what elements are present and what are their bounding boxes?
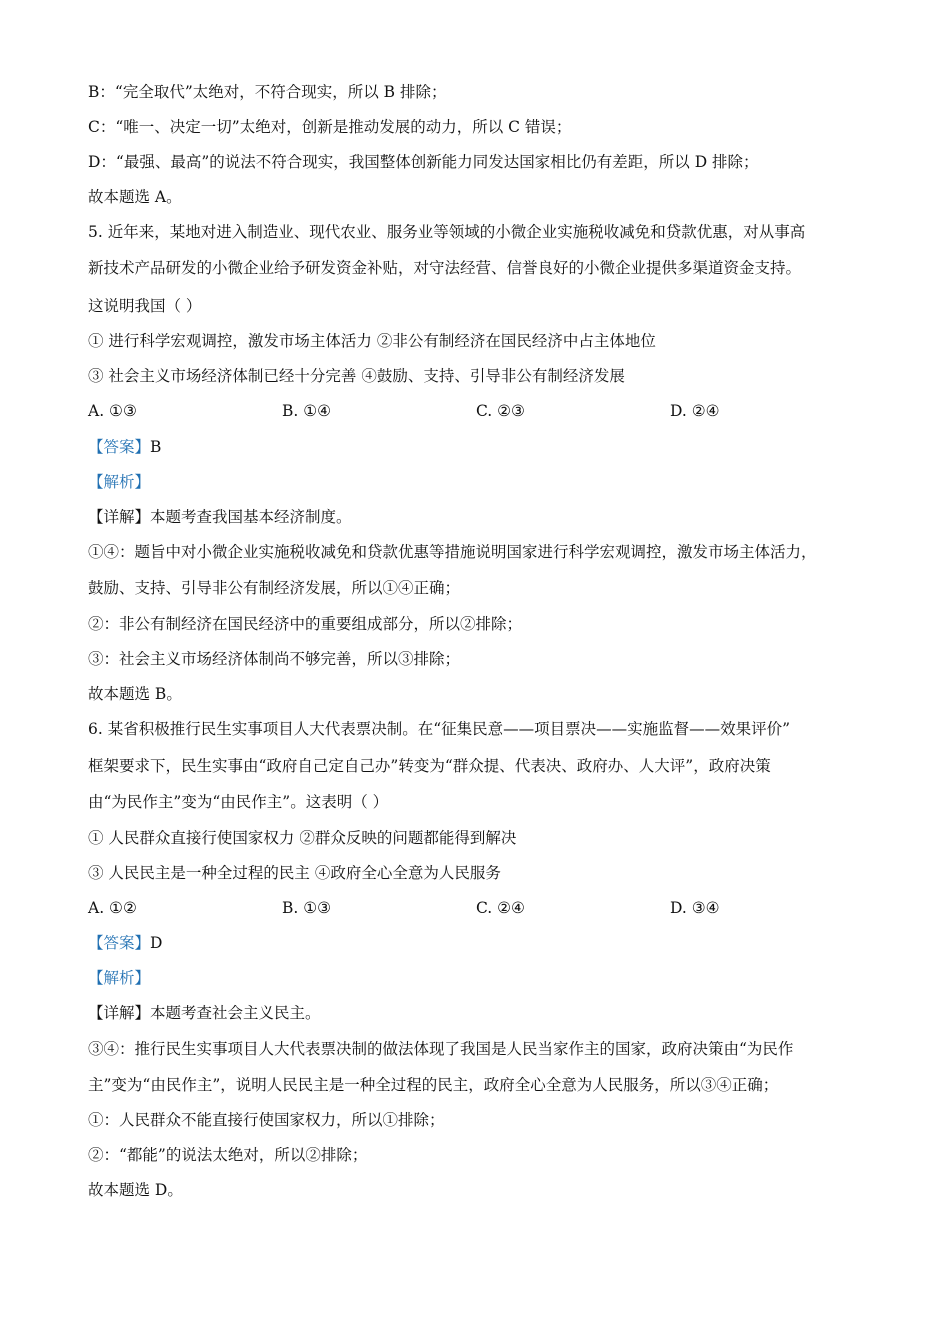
q5-statements-2: ③ 社会主义市场经济体制已经十分完善 ④鼓励、支持、引导非公有制经济发展 <box>88 367 625 385</box>
q5-detail-tag: 【详解】 <box>88 508 151 526</box>
q5-option-d: D. ②④ <box>670 402 720 420</box>
q5-explanation-1: ①④：题旨中对小微企业实施税收减免和贷款优惠等措施说明国家进行科学宏观调控，激发市场主体活力， <box>88 543 817 561</box>
q6-statements-2: ③ 人民民主是一种全过程的民主 ④政府全心全意为人民服务 <box>88 864 501 882</box>
q6-answer <box>88 933 868 953</box>
q6-analysis-heading <box>88 968 868 988</box>
q6-option-a: A. ①② <box>88 899 137 917</box>
q6-answer-tag: 【答案】 <box>88 934 151 952</box>
q5-statements-1: ① 进行科学宏观调控，激发市场主体活力 ②非公有制经济在国民经济中占主体地位 <box>88 332 656 350</box>
q5-option-b: B. ①④ <box>282 402 332 420</box>
q5-answer-tag: 【答案】 <box>88 438 151 456</box>
q5-answer-value: B <box>150 438 162 456</box>
q6-option-b: B. ①③ <box>282 899 332 917</box>
q5-stem-line-2: 新技术产品研发的小微企业给予研发资金补贴，对守法经营、信誉良好的小微企业提供多渠道资金支持。 <box>88 259 802 277</box>
q6-option-d: D. ③④ <box>670 899 720 917</box>
q4-conclusion: 故本题选 A。 <box>88 188 182 206</box>
q5-option-c: C. ②③ <box>476 402 525 420</box>
q5-answer <box>88 437 868 457</box>
q6-stem-line-1: 6. 某省积极推行民生实事项目人大代表票决制。在“征集民意——项目票决——实施监督——效果评价” <box>88 720 791 738</box>
q6-detail-tag: 【详解】 <box>88 1004 151 1022</box>
q5-stem-line-3: 这说明我国（ ） <box>88 297 202 315</box>
q6-detail-text: 本题考查社会主义民主。 <box>150 1004 321 1022</box>
q6-explanation-2: 主”变为“由民作主”，说明人民民主是一种全过程的民主，政府全心全意为人民服务，所以③④正确； <box>88 1076 779 1094</box>
q4-option-c-note: C：“唯一、决定一切”太绝对，创新是推动发展的动力，所以 C 错误； <box>88 118 572 136</box>
q5-explanation-2: 鼓励、支持、引导非公有制经济发展，所以①④正确； <box>88 579 461 597</box>
q6-option-c: C. ②④ <box>476 899 525 917</box>
q6-stem-line-2: 框架要求下，民生实事由“政府自己定自己办”转变为“群众提、代表决、政府办、人大评”，政府决策 <box>88 757 771 775</box>
q6-explanation-1: ③④：推行民生实事项目人大代表票决制的做法体现了我国是人民当家作主的国家，政府决策由“为民作 <box>88 1040 794 1058</box>
q6-explanation-4: ②：“都能”的说法太绝对，所以②排除； <box>88 1146 368 1164</box>
q5-stem-line-1: 5. 近年来，某地对进入制造业、现代农业、服务业等领域的小微企业实施税收减免和贷款优惠，对从事高 <box>88 223 806 241</box>
q6-analysis-tag: 【解析】 <box>88 969 151 987</box>
q5-explanation-4: ③：社会主义市场经济体制尚不够完善，所以③排除； <box>88 650 461 668</box>
q5-detail-text: 本题考查我国基本经济制度。 <box>150 508 352 526</box>
q6-explanation-3: ①：人民群众不能直接行使国家权力，所以①排除； <box>88 1111 445 1129</box>
q6-stem-line-3: 由“为民作主”变为“由民作主”。这表明（ ） <box>88 793 389 811</box>
q5-analysis-tag: 【解析】 <box>88 473 151 491</box>
q5-option-a: A. ①③ <box>88 402 137 420</box>
q4-option-d-note: D：“最强、最高”的说法不符合现实，我国整体创新能力同发达国家相比仍有差距，所以 D 排除； <box>88 153 759 171</box>
q6-statements-1: ① 人民群众直接行使国家权力 ②群众反映的问题都能得到解决 <box>88 829 517 847</box>
q5-explanation-3: ②：非公有制经济在国民经济中的重要组成部分，所以②排除； <box>88 615 523 633</box>
q5-conclusion: 故本题选 B。 <box>88 685 182 703</box>
q6-answer-value: D <box>150 934 163 952</box>
q6-conclusion: 故本题选 D。 <box>88 1181 183 1199</box>
q6-detail <box>88 1003 868 1023</box>
q4-option-b-note: B：“完全取代”太绝对，不符合现实，所以 B 排除； <box>88 83 447 101</box>
q5-analysis-heading <box>88 472 868 492</box>
q5-detail <box>88 507 868 527</box>
